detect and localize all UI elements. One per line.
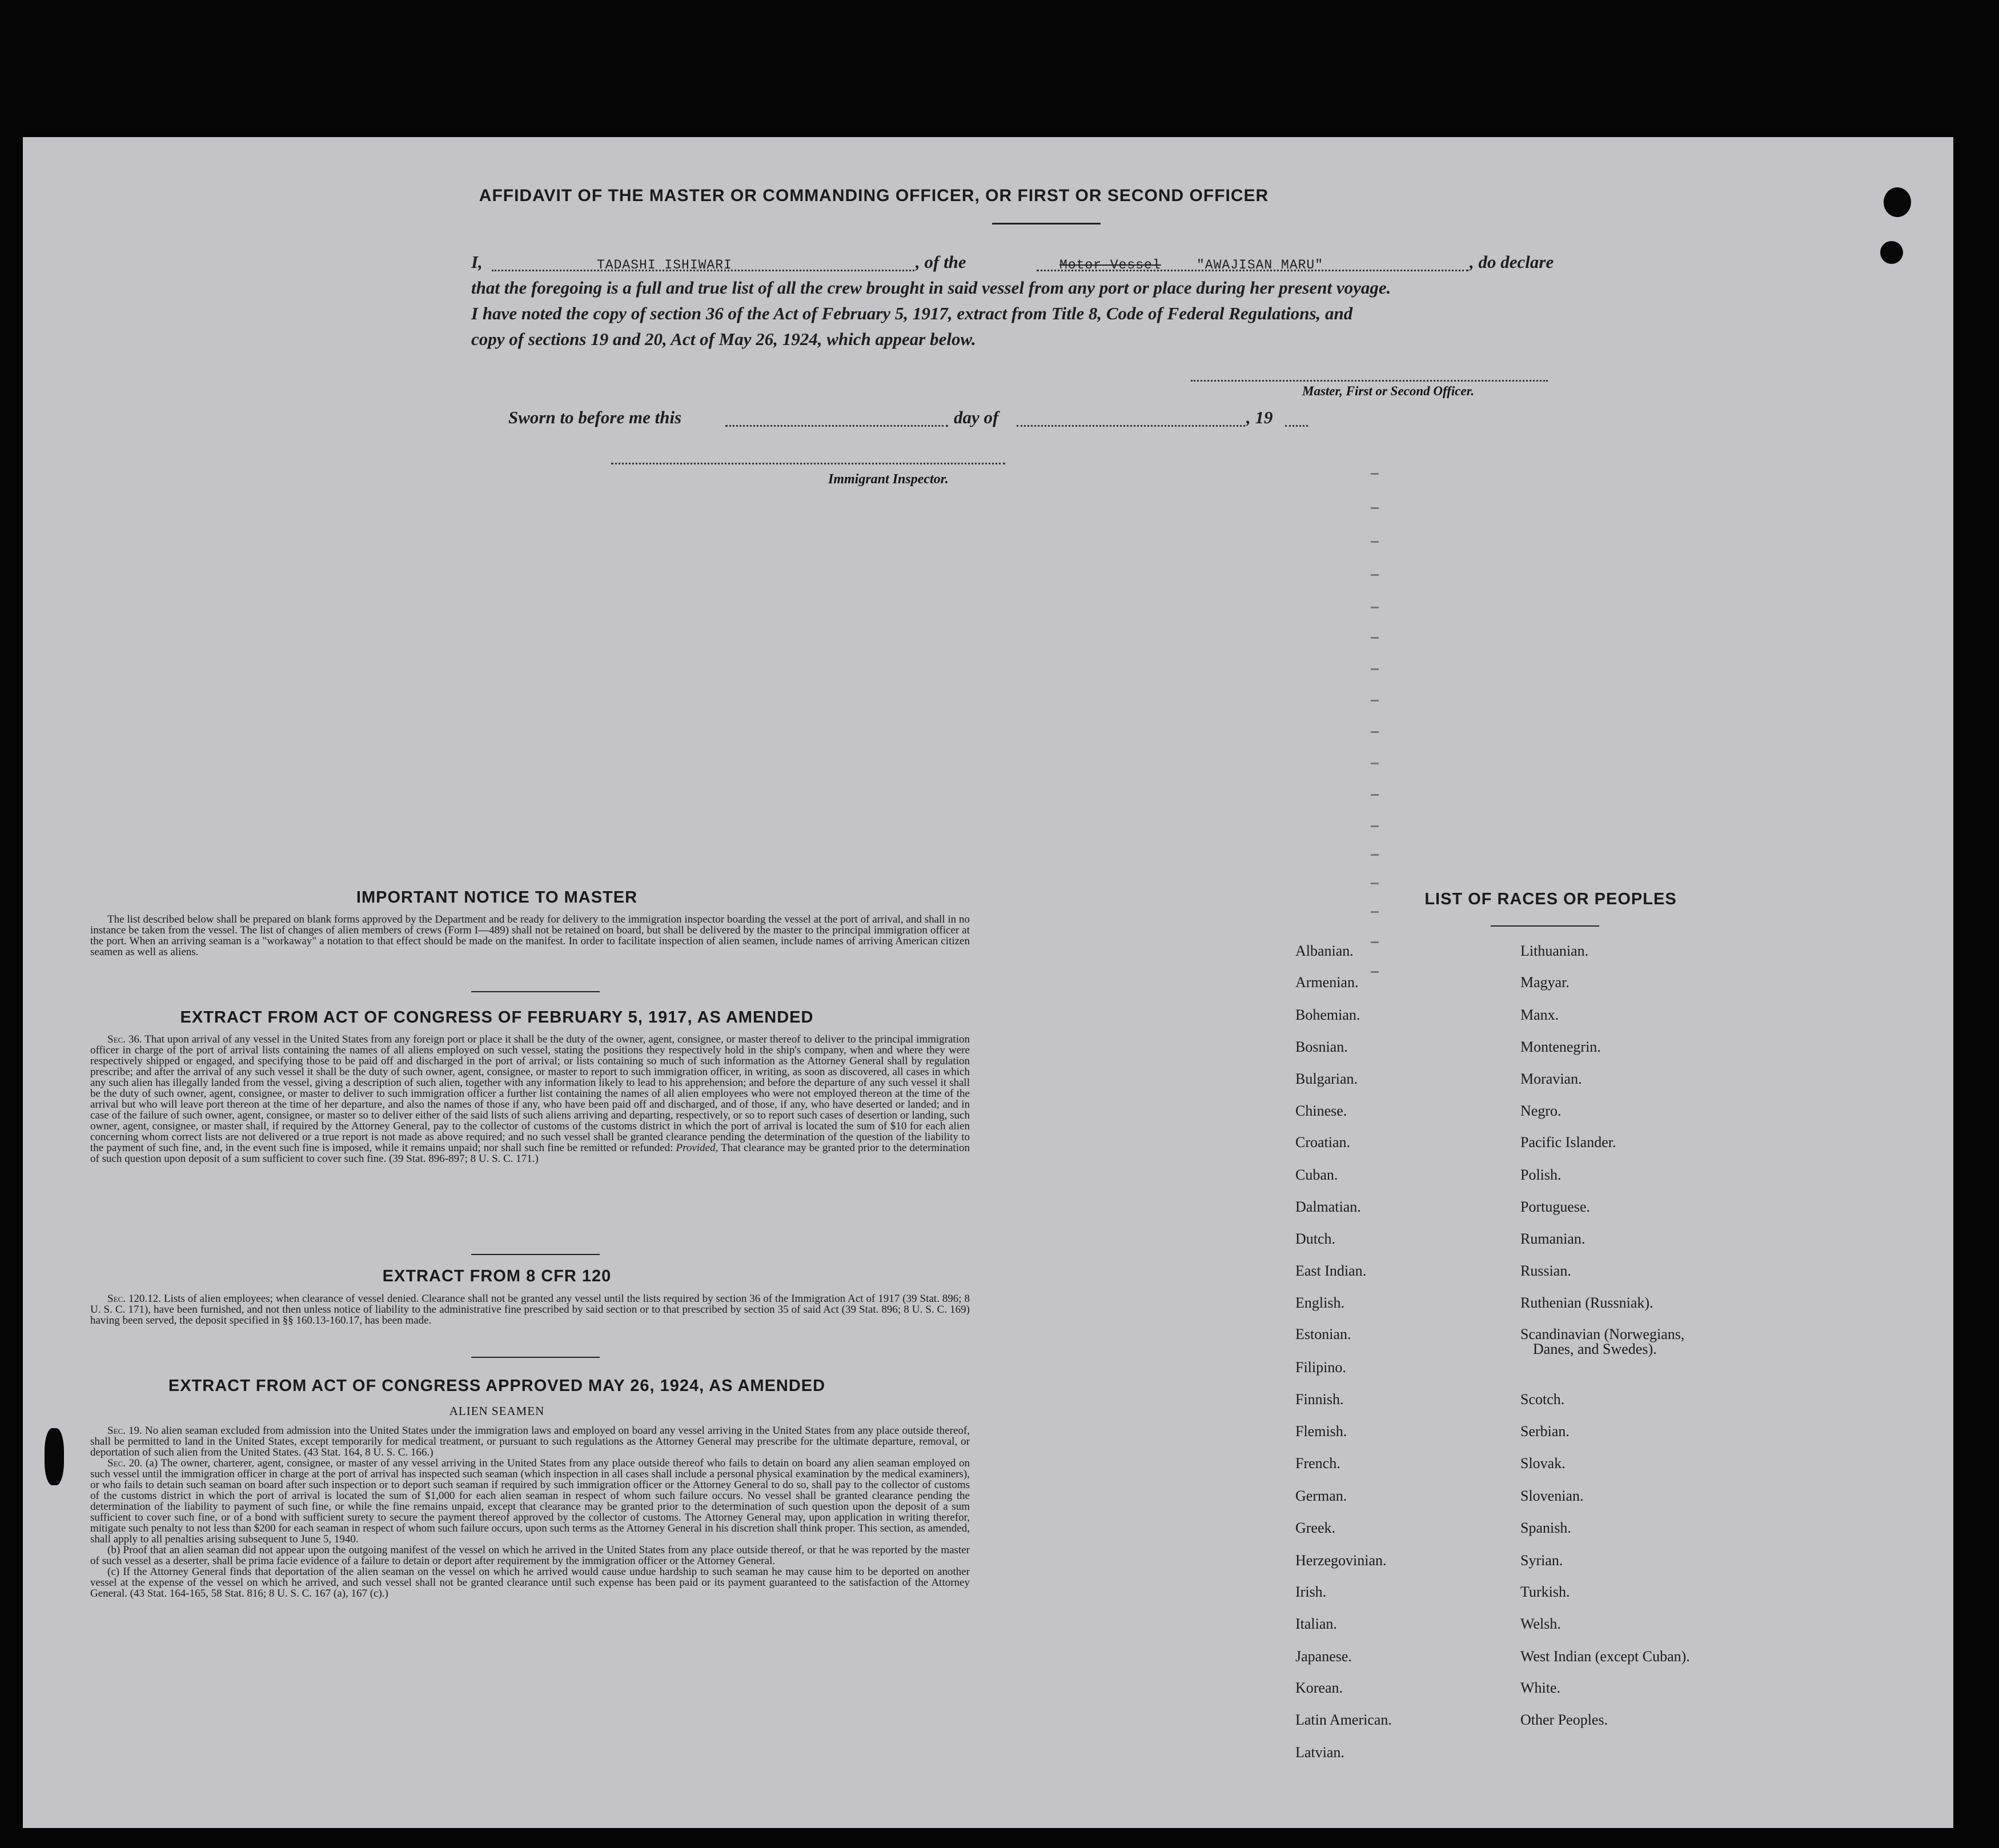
race-item: French. (1295, 1455, 1340, 1472)
race-item: White. (1520, 1679, 1561, 1696)
race-item: Herzegovinian. (1295, 1552, 1387, 1569)
race-item: Bosnian. (1295, 1039, 1348, 1055)
race-item: Scotch. (1520, 1391, 1565, 1408)
race-item: Dalmatian. (1295, 1198, 1361, 1215)
race-item: Ruthenian (Russniak). (1520, 1294, 1653, 1311)
race-item: Serbian. (1520, 1423, 1570, 1440)
extract-cfr-title: EXTRACT FROM 8 CFR 120 (382, 1267, 612, 1285)
document-sheet (23, 137, 1953, 1828)
notice-title: IMPORTANT NOTICE TO MASTER (356, 888, 638, 907)
race-item: Finnish. (1295, 1391, 1344, 1408)
race-item: Rumanian. (1520, 1230, 1585, 1247)
of-the-label: , of the (916, 252, 966, 272)
race-item: Magyar. (1520, 974, 1570, 991)
race-item: Scandinavian (Norwegians, (1520, 1326, 1685, 1342)
race-item: Polish. (1520, 1166, 1562, 1183)
race-item: Moravian. (1520, 1071, 1582, 1087)
race-item: German. (1295, 1488, 1347, 1504)
extract-divider (471, 1357, 600, 1358)
sec20b-text: (b) Proof that an alien seaman did not appear upon the outgoing manifest of the vessel on which he arrived in the United States from any place outside thereof, or that he was reported by the master of such vessel as a deserter, shall be prima facie evidence of a failure to detain or deport after requirement by the immigration officer or the Attorney General. (90, 1544, 970, 1567)
sec19-label: Sec. 19. (107, 1425, 142, 1437)
declaration-line-2: that the foregoing is a full and true list of all the crew brought in said vessel from any port or place during her present voyage. (471, 278, 1391, 298)
race-item: Welsh. (1520, 1616, 1561, 1632)
sec36-text: That upon arrival of any vessel in the United States from any foreign port or place it shall be the duty of the owner, agent, consignee, or master thereof to deliver to the principal immigration officer in charge of the port of arrival lists containing the names of all aliens employed on such vessel, stating the positions they respectively hold in the ship's company, when and where they were respectively shipped or engaged, and specifying those to be paid off and discharged in the port of arrival; or lists containing so much of such information as the Attorney General shall by regulation prescribe; and after the arrival of any such vessel it shall be the duty of such owner, agent, consignee, or master to report to such immigration officer, in writing, as soon as discovered, all cases in which any such alien has illegally landed from the vessel, giving a description of such alien, together with any information likely to lead to his apprehension; and before the departure of any such vessel it shall be the duty of such owner, agent, consignee, or master to deliver to such immigration officer a further list containing the names of all alien employees who were not employed thereon at the time of the arrival but who will leave port thereon at the time of her departure, and also the names of those if any, who have been paid off and discharged, and of those, if any, who have deserted or landed; and in case of the failure of such owner, agent, consignee, or master so to deliver either of the said lists of such aliens arriving and departing, respectively, or so to report such cases of desertion or landing, such owner, agent, consignee, or master shall, if required by the Attorney General, pay to the collector of customs of the customs district in which the port of arrival is located the sum of $10 for each alien concerning whom correct lists are not delivered or a true report is not made as above required; and no such vessel shall be granted clearance pending the determination of the question of the liability to the payment of such fine, and, in the event such fine is imposed, while it remains unpaid; nor shall such fine be remitted or refunded: (90, 1033, 970, 1154)
race-item: Albanian. (1295, 943, 1354, 959)
year-prefix: , 19 (1246, 407, 1273, 427)
race-item: Other Peoples. (1520, 1711, 1608, 1728)
race-item: Flemish. (1295, 1423, 1347, 1440)
notice-text: The list described below shall be prepared on blank forms approved by the Department and be ready for delivery to the immigration inspector boarding the vessel at the port of arrival, and shall in no instance be taken from the vessel. The list of changes of alien members of crews (Form I—489) shall not be retained on board, but shall be delivered by the master to the principal immigration officer at the port. When an arriving seaman is a "workaway" a notation to that effect should be made on the manifest. In order to facilitate inspection of alien seamen, include names of arriving American citizen seamen as well as aliens. (90, 913, 970, 958)
race-item: Syrian. (1520, 1552, 1563, 1569)
race-item: Latin American. (1295, 1711, 1392, 1728)
race-item: Japanese. (1295, 1648, 1352, 1665)
ink-blot (1884, 187, 1911, 217)
affidavit-title: AFFIDAVIT OF THE MASTER OR COMMANDING OFFICER, OR FIRST OR SECOND OFFICER (479, 186, 1269, 205)
race-item: Armenian. (1295, 974, 1359, 991)
vessel-type: Motor Vessel (1059, 258, 1161, 272)
race-item: Estonian. (1295, 1326, 1351, 1342)
notice-divider (471, 991, 600, 992)
race-item: English. (1295, 1294, 1344, 1311)
sec120-text: Lists of alien employees; when clearance of vessel denied. Clearance shall not be granted any vessel until the lists required by section 36 of the Immigration Act of 1917 (39 Stat. 896; 8 U. S. C. 171), have been furnished, and not then unless notice of liability to the administrative fine prescribed by said section or to that prescribed by section 35 of said Act (39 Stat. 896; 8 U. S. C. 169) having been served, the deposit specified in §§ 160.13-160.17, has been made. (90, 1293, 970, 1326)
race-item: East Indian. (1295, 1262, 1367, 1279)
sec19-text: No alien seaman excluded from admission into the United States under the immigration laws and employed on board any vessel arriving in the United States from any place outside thereof, shall be permitted to land in the United States, except temporarily for medical treatment, or pursuant to such regulations as the Attorney General may prescribe for the ultimate departure, removal, or deportation of such alien from the United States. (43 Stat. 164, 8 U. S. C. 166.) (90, 1425, 970, 1458)
sworn-line (508, 404, 1308, 430)
sworn-day-field[interactable] (725, 425, 948, 427)
i-label: I, (471, 252, 483, 272)
race-item: Dutch. (1295, 1230, 1336, 1247)
races-divider (1491, 925, 1599, 927)
race-item: Cuban. (1295, 1166, 1338, 1183)
inspector-signature-line[interactable] (611, 463, 1005, 464)
extract-1917-body (90, 1034, 970, 1164)
sec36-label: Sec. 36. (107, 1033, 142, 1045)
extract-1924-title: EXTRACT FROM ACT OF CONGRESS APPROVED MAY 26, 1924, AS AMENDED (168, 1377, 826, 1395)
race-item: Lithuanian. (1520, 943, 1589, 959)
title-divider (992, 223, 1101, 225)
day-of-label: day of (954, 407, 999, 427)
race-item: Montenegrin. (1520, 1039, 1601, 1055)
race-item: Russian. (1520, 1262, 1571, 1279)
extract-divider (471, 1254, 600, 1255)
race-item: Bulgarian. (1295, 1071, 1358, 1087)
race-item: Italian. (1295, 1616, 1337, 1632)
officer-name: TADASHI ISHIWARI (597, 258, 732, 272)
ink-blot (1880, 241, 1903, 264)
signature-line[interactable] (1191, 380, 1548, 382)
race-item: West Indian (except Cuban). (1520, 1648, 1690, 1665)
race-item: Negro. (1520, 1103, 1562, 1119)
do-declare-label: , do declare (1470, 252, 1554, 272)
sworn-label: Sworn to before me this (508, 407, 682, 427)
inspector-caption: Immigrant Inspector. (828, 472, 949, 487)
race-item: Filipino. (1295, 1359, 1346, 1376)
race-item: Chinese. (1295, 1103, 1347, 1119)
sworn-year-field[interactable] (1285, 425, 1308, 427)
race-item: Bohemian. (1295, 1007, 1360, 1023)
extract-cfr-body (90, 1293, 970, 1326)
sec36-text-end: That clearance may be granted prior to the determination of such question upon deposit of a sum sufficient to cover such fine. (39 Stat. 896-897; 8 U. S. C. 171.) (90, 1142, 970, 1165)
vessel-name: "AWAJISAN MARU" (1197, 258, 1324, 272)
ink-blot (45, 1428, 64, 1485)
declaration-line-3: I have noted the copy of section 36 of the Act of February 5, 1917, extract from Title 8, Code of Federal Regulations, and (471, 303, 1353, 323)
race-item: Spanish. (1520, 1520, 1571, 1536)
signature-caption: Master, First or Second Officer. (1302, 384, 1475, 398)
sec20-label: Sec. 20. (107, 1457, 143, 1469)
race-item: Slovenian. (1520, 1488, 1584, 1504)
notice-body (90, 914, 970, 957)
races-title: LIST OF RACES OR PEOPLES (1424, 890, 1677, 908)
race-item: Turkish. (1520, 1584, 1570, 1600)
provided-label: Provided, (676, 1142, 718, 1154)
race-item: Pacific Islander. (1520, 1134, 1616, 1151)
sec20c-text: (c) If the Attorney General finds that deportation of the alien seaman on the vessel on which he arrived would cause undue hardship to such seaman he may cause him to be deported on another vessel at the expense of the vessel on which he arrived, and such vessel shall not be granted clearance until such expense has been paid or its payment guaranteed to the satisfaction of the Attorney General. (43 Stat. 164-165, 58 Stat. 816; 8 U. S. C. 167 (a), 167 (c).) (90, 1566, 970, 1600)
sec20a-text: (a) The owner, charterer, agent, consignee, or master of any vessel arriving in the United States from any place outside thereof who fails to detain on board any alien seaman employed on such vessel until the immigration officer in charge at the port of arrival has inspected such seaman (which inspection in all cases shall include a personal physical examination by the medical examiners), or who fails to detain such seaman on board after such inspection or to deport such seaman if required by such immigration officer or the Attorney General to do so, shall pay to the collector of customs of the customs district in which the port of arrival is located the sum of $1,000 for each alien seaman in respect of whom such failure occurs. No vessel shall be granted clearance pending the determination of the liability to payment of such fine, or while the fine remains unpaid, except that clearance may be granted prior to the determination of such question upon the deposit of a sum sufficient to cover such fine, or of a bond with sufficient surety to secure the payment thereof approved by the collector of customs. The Attorney General may, upon application in writing therefor, mitigate such penalty to not less than $200 for each seaman in respect of whom such failure occurs, upon such terms as the Attorney General in his discretion shall think proper. This section, as amended, shall apply to all penalties arising subsequent to June 5, 1940. (90, 1457, 970, 1545)
race-item: Croatian. (1295, 1134, 1351, 1151)
sec120-label: Sec. 120.12. (107, 1293, 161, 1305)
race-item: Korean. (1295, 1679, 1343, 1696)
race-item: Greek. (1295, 1520, 1336, 1536)
race-item: Latvian. (1295, 1744, 1344, 1761)
sworn-month-field[interactable] (1017, 425, 1245, 427)
race-item-continuation: Danes, and Swedes). (1533, 1341, 1657, 1357)
extract-1924-body (90, 1425, 970, 1599)
declaration (471, 249, 1625, 352)
race-item: Slovak. (1520, 1455, 1566, 1472)
race-item: Portuguese. (1520, 1198, 1591, 1215)
race-item: Manx. (1520, 1007, 1559, 1023)
extract-1917-title: EXTRACT FROM ACT OF CONGRESS OF FEBRUARY 5, 1917, AS AMENDED (180, 1008, 814, 1027)
race-item: Irish. (1295, 1584, 1327, 1600)
alien-seamen-subtitle: ALIEN SEAMEN (449, 1404, 545, 1418)
declaration-line-4: copy of sections 19 and 20, Act of May 26, 1924, which appear below. (471, 329, 976, 349)
